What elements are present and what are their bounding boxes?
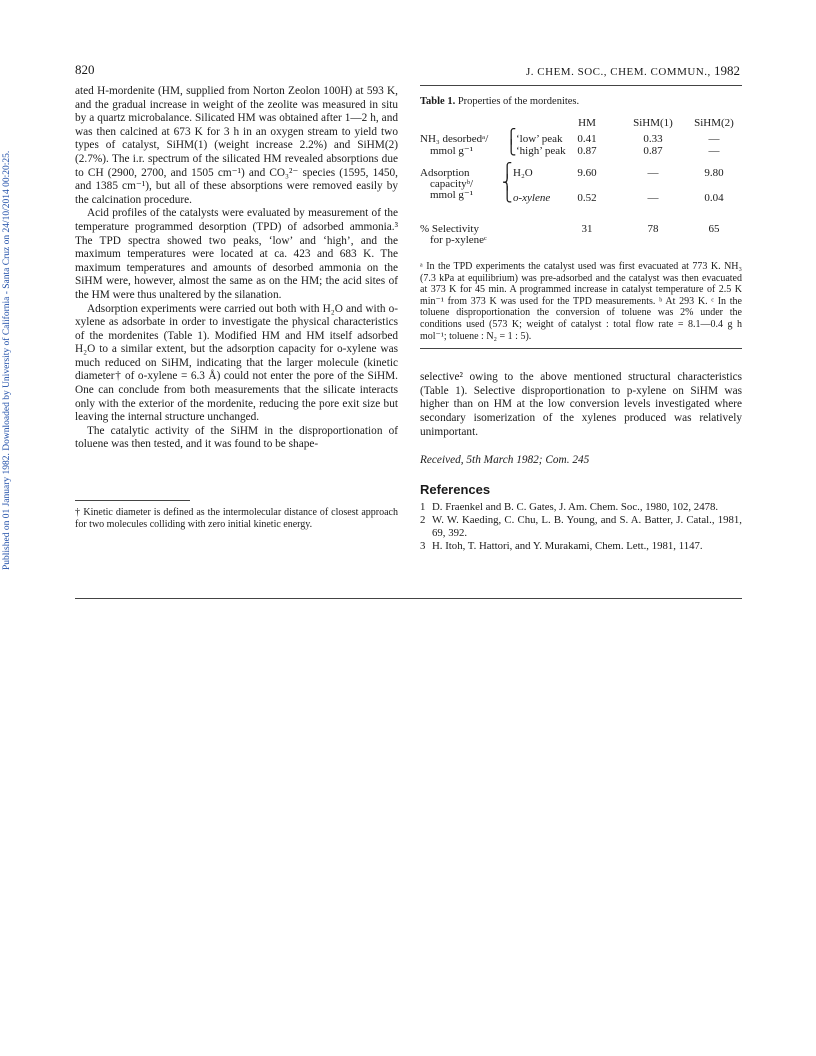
right-body-paragraph: selective² owing to the above mentioned structural characteristics (Table 1). Selective disproportionation to p-xylene on SiHM was higher than on HM at the low conversion levels investigated where secondary isomerization of the xylenes produced was relatively unimportant. [420,371,742,438]
label-low-peak: ‘low’ peak [516,133,563,145]
cell-sel-sihm2: 65 [708,223,720,235]
brace-nh3-top: ⎧ [506,130,517,145]
table-top-rule [420,85,742,86]
row-label-nh3-unit: mmol g⁻¹ [430,145,474,157]
cell-sel-hm: 31 [581,223,593,235]
journal-name: J. CHEM. SOC., CHEM. COMMUN., [526,66,711,78]
properties-table [420,111,742,261]
footnote-kinetic-diameter: † Kinetic diameter is defined as the intermolecular distance of closest approach for two molecules colliding with zero initial kinetic energy. [75,507,398,530]
brace-ads-mid: ⎨ [502,176,513,191]
cell-sel-sihm1: 78 [647,223,659,235]
reference-number: 2 [420,514,426,527]
table-bottom-rule [420,348,742,349]
cell-h2o-hm: 9.60 [577,167,597,179]
cell-oxylene-sihm2: 0.04 [704,192,724,204]
page-bottom-rule [75,598,742,599]
cell-high-hm: 0.87 [577,145,597,157]
cell-high-sihm1: 0.87 [643,145,663,157]
table-caption [420,96,742,107]
publication-stamp: Published on 01 January 1982. Downloaded by University of California - Santa Cruz on 24/10/2014 00:20:25. [2,150,12,570]
label-h2o: H₂O [513,167,533,179]
row-label-capacity: capacityᵇ/ [430,178,474,190]
label-high-peak: ‘high’ peak [516,145,566,157]
cell-h2o-sihm2: 9.80 [704,167,724,179]
brace-ads-bottom: ⎩ [502,188,513,203]
row-label-adsorption: Adsorption [420,167,470,179]
references-list [420,501,742,553]
footnote-divider [75,500,190,501]
reference-text: W. W. Kaeding, C. Chu, L. B. Young, and S. A. Batter, J. Catal., 1981, 69, 392. [432,514,742,540]
page-number: 820 [75,62,95,77]
reference-text: D. Fraenkel and B. C. Gates, J. Am. Chem. Soc., 1980, 102, 2478. [432,501,719,514]
journal-year: 1982 [714,63,740,78]
cell-oxylene-hm: 0.52 [577,192,597,204]
row-label-for-pxylene: for p-xyleneᶜ [430,234,487,246]
paragraph-1: ated H-mordenite (HM, supplied from Norton Zeolon 100H) at 593 K, and the gradual increase in weight of the zeolite was measured in situ by a quartz microbalance. Silicated HM was obtained after 1—2 h, and was then calcined at 673 K for 3 h in an oxygen stream to yield two types of catalyst, SiHM(1) (weight increase 2.2%) and SiHM(2) (2.7%). The i.r. spectrum of the silicated HM revealed absorptions due to CH (2900, 2700, and 1505 cm⁻¹) and CO₃²⁻ species (1595, 1450, and 1385 cm⁻¹), but all of these absorptions were removed easily by the calcination procedure. [75,85,398,206]
cell-h2o-sihm1: — [647,167,659,179]
reference-item [420,540,742,553]
paragraph-3: Adsorption experiments were carried out both with H₂O and with o-xylene as adsorbate in order to investigate the physical characteristics of the mordenites (Table 1). Modified HM and HM itself adsorbed H₂O to a similar extent, but the adsorption capacity for o-xylene was much reduced on SiHM, indicating that the larger molecule (kinetic diameter† of o-xylene = 6.3 Å) could not enter the pore of the SiHM. One can conclude from both measurements that the silicate interacts only with the exterior of the mordenite, reducing the pore exit size but leaving the internal structure unchanged. [75,302,398,424]
reference-number: 3 [420,540,426,553]
paragraph-4: The catalytic activity of the SiHM in the disproportionation of toluene was then tested, and it was found to be shape- [75,424,398,451]
cell-low-hm: 0.41 [577,133,597,145]
right-column [420,85,742,553]
col-header-sihm1: SiHM(1) [633,117,673,129]
cell-oxylene-sihm1: — [647,192,659,204]
label-oxylene: o-xylene [513,192,551,204]
left-column [75,85,398,452]
table-caption-label: Table 1. [420,96,456,107]
cell-low-sihm2: — [708,133,720,145]
cell-high-sihm2: — [708,145,720,157]
reference-item [420,514,742,540]
reference-number: 1 [420,501,426,514]
references-heading: References [420,482,491,498]
reference-text: H. Itoh, T. Hattori, and Y. Murakami, Chem. Lett., 1981, 1147. [432,540,703,553]
table-caption-text: Properties of the mordenites. [457,96,580,107]
cell-low-sihm1: 0.33 [643,133,663,145]
col-header-hm: HM [578,117,596,129]
reference-item [420,501,742,514]
journal-header [526,63,740,79]
brace-nh3-bottom: ⎩ [506,141,517,156]
row-label-nh3: NH₃ desorbedᵃ/ [420,133,489,145]
brace-ads-top: ⎧ [502,164,513,179]
row-label-ads-unit: mmol g⁻¹ [430,189,474,201]
col-header-sihm2: SiHM(2) [694,117,734,129]
paragraph-2: Acid profiles of the catalysts were evaluated by measurement of the temperature programmed desorption (TPD) of adsorbed ammonia.³ The TPD spectra showed two peaks, ‘low’ and ‘high’, and the maximum temperatures were located at ca. 423 and 683 K. The maximum temperatures and amounts of desorbed ammonia on the SiHM were, however, almost the same as on the HM; the acid sites of the HM were thus unaltered by the silanation. [75,207,398,301]
row-label-selectivity: % Selectivity [420,223,479,235]
table-footnotes: ᵃ In the TPD experiments the catalyst used was first evacuated at 773 K. NH₃ (7.3 kPa at equilibrium) was pre-adsorbed and the catalyst was then evacuated at 373 K for 45 min. A programmed increase in catalyst temperature of 2.5 K min⁻¹ from 373 K was used for the TPD measurements. ᵇ At 293 K. ᶜ In the toluene disproportionation the conversion of toluene was 2% under the conditions used (573 K; weight of catalyst : total flow rate = 8.1—0.4 g h mol⁻¹; toluene : N₂ = 1 : 5). [420,261,742,342]
received-date: Received, 5th March 1982; Com. 245 [420,454,590,467]
